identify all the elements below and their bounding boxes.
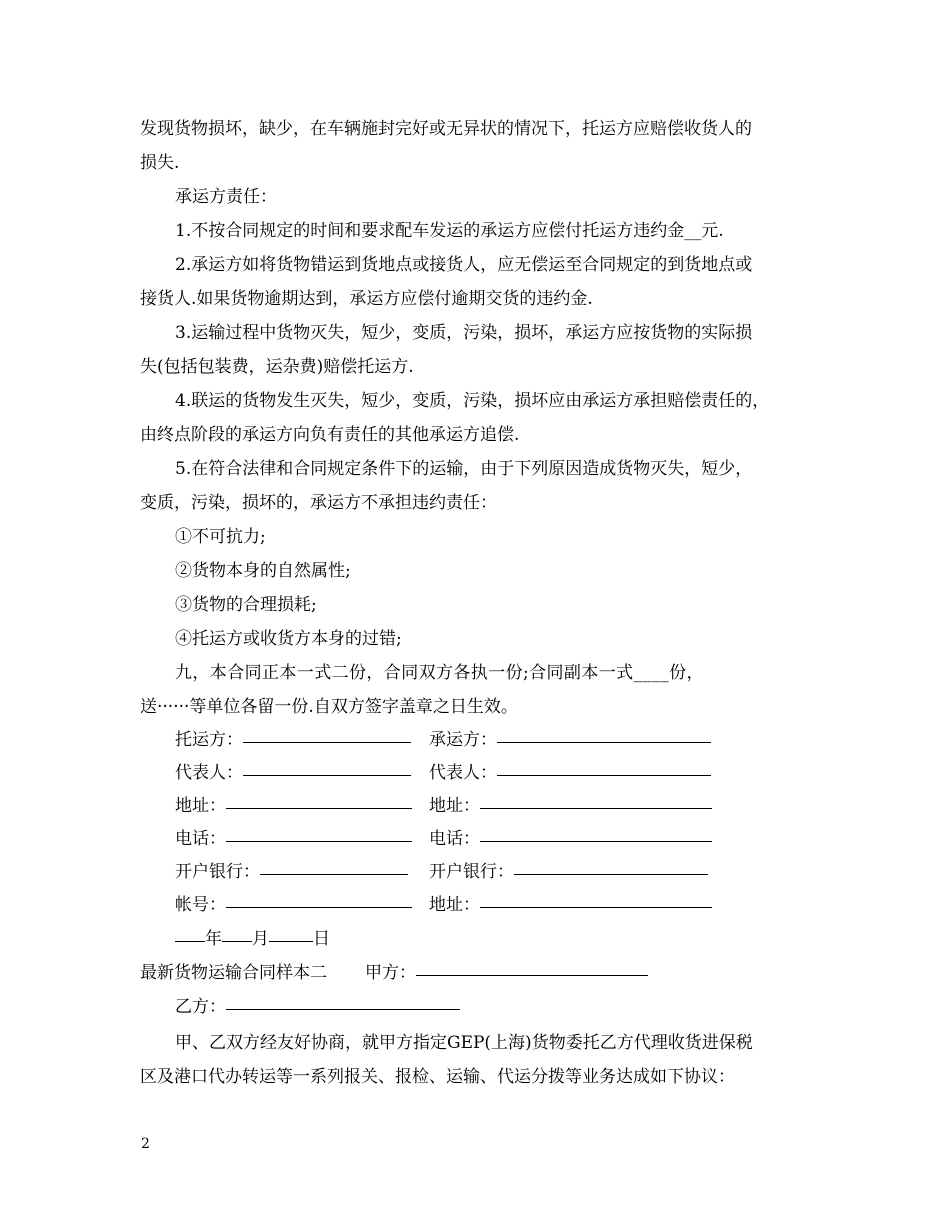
clause-nine-continued: 送······等单位各留一份.自双方签字盖章之日生效。 bbox=[140, 697, 518, 717]
blank-line bbox=[226, 840, 412, 842]
blank-line bbox=[226, 906, 412, 908]
clause-item-continued: 由终点阶段的承运方向负有责任的其他承运方追偿. bbox=[140, 425, 520, 445]
signature-row bbox=[140, 790, 810, 823]
year-blank bbox=[175, 940, 205, 942]
exemption-item: ②货物本身的自然属性; bbox=[175, 561, 351, 581]
signature-right-field bbox=[429, 823, 712, 856]
signature-row bbox=[140, 856, 810, 889]
clause-item-continued: 接货人.如果货物逾期达到，承运方应偿付逾期交货的违约金. bbox=[140, 289, 593, 309]
blank-line bbox=[480, 840, 712, 842]
page-number: 2 bbox=[141, 1136, 150, 1152]
blank-line bbox=[497, 741, 711, 743]
clause-item: 5.在符合法律和合同规定条件下的运输，由于下列原因造成货物灭失，短少， bbox=[175, 459, 753, 479]
blank-line bbox=[243, 741, 411, 743]
clause-item-continued: 失(包括包装费，运杂费)赔偿托运方. bbox=[140, 357, 414, 377]
paragraph-line: 损失. bbox=[140, 153, 180, 173]
day-label: 日 bbox=[313, 929, 330, 949]
field-label: 地址： bbox=[429, 796, 480, 816]
signature-right-field bbox=[429, 790, 712, 823]
clause-item-continued: 变质，污染，损坏的，承运方不承担违约责任： bbox=[140, 493, 497, 513]
blank-line bbox=[226, 807, 412, 809]
blank-line bbox=[514, 873, 708, 875]
field-label: 代表人： bbox=[429, 763, 497, 783]
party-b-blank bbox=[226, 1008, 460, 1010]
sample2-title: 最新货物运输合同样本二 bbox=[140, 963, 327, 983]
field-label: 地址： bbox=[429, 895, 480, 915]
blank-line bbox=[243, 774, 411, 776]
clause-nine: 九，本合同正本一式二份，合同双方各执一份;合同副本一式____份， bbox=[175, 663, 704, 683]
blank-line bbox=[497, 774, 711, 776]
clause-item: 3.运输过程中货物灭失，短少，变质，污染，损坏，承运方应按货物的实际损 bbox=[175, 323, 753, 343]
closing-paragraph-line: 甲、乙双方经友好协商，就甲方指定GEP(上海)货物委托乙方代理收货进保税 bbox=[175, 1033, 753, 1053]
party-b-label: 乙方： bbox=[175, 997, 226, 1017]
paragraph-line: 发现货物损坏，缺少，在车辆施封完好或无异状的情况下，托运方应赔偿收货人的 bbox=[140, 119, 752, 139]
clause-item: 1.不按合同规定的时间和要求配车发运的承运方应偿付托运方违约金__元. bbox=[175, 221, 724, 241]
signature-left-field bbox=[175, 823, 412, 856]
field-label: 开户银行： bbox=[175, 862, 260, 882]
field-label: 代表人： bbox=[175, 763, 243, 783]
signature-right-field bbox=[429, 889, 712, 922]
closing-paragraph-line: 区及港口代办转运等一系列报关、报检、运输、代运分拨等业务达成如下协议： bbox=[140, 1067, 735, 1087]
signature-row bbox=[140, 889, 810, 922]
exemption-item: ①不可抗力; bbox=[175, 527, 266, 547]
field-label: 电话： bbox=[429, 829, 480, 849]
clause-item: 2.承运方如将货物错运到货地点或接货人，应无偿运至合同规定的到货地点或 bbox=[175, 255, 753, 275]
signature-left-field bbox=[175, 757, 411, 790]
exemption-item: ③货物的合理损耗; bbox=[175, 595, 317, 615]
signature-left-field bbox=[175, 724, 411, 757]
party-a-blank bbox=[416, 974, 648, 976]
field-label: 托运方： bbox=[175, 730, 243, 750]
field-label: 帐号： bbox=[175, 895, 226, 915]
signature-left-field bbox=[175, 856, 408, 889]
signature-row bbox=[140, 724, 810, 757]
blank-line bbox=[480, 906, 712, 908]
sample2-header-line bbox=[140, 956, 810, 990]
clause-item: 4.联运的货物发生灭失，短少，变质，污染，损坏应由承运方承担赔偿责任的， bbox=[175, 391, 770, 411]
party-a-label: 甲方： bbox=[365, 963, 416, 983]
signature-row bbox=[140, 757, 810, 790]
exemption-item: ④托运方或收货方本身的过错; bbox=[175, 629, 402, 649]
month-label: 月 bbox=[252, 929, 269, 949]
party-b-line bbox=[140, 990, 810, 1024]
field-label: 承运方： bbox=[429, 730, 497, 750]
document-body bbox=[140, 112, 810, 1094]
signature-right-field bbox=[429, 724, 711, 757]
field-label: 地址： bbox=[175, 796, 226, 816]
day-blank bbox=[269, 940, 313, 942]
field-label: 电话： bbox=[175, 829, 226, 849]
month-blank bbox=[222, 940, 252, 942]
date-line bbox=[140, 922, 810, 956]
blank-line bbox=[480, 807, 712, 809]
signature-right-field bbox=[429, 856, 708, 889]
field-label: 开户银行： bbox=[429, 862, 514, 882]
signature-row bbox=[140, 823, 810, 856]
signature-right-field bbox=[429, 757, 711, 790]
signature-left-field bbox=[175, 790, 412, 823]
signature-left-field bbox=[175, 889, 412, 922]
section-heading: 承运方责任： bbox=[175, 187, 277, 207]
year-label: 年 bbox=[205, 929, 222, 949]
blank-line bbox=[260, 873, 408, 875]
